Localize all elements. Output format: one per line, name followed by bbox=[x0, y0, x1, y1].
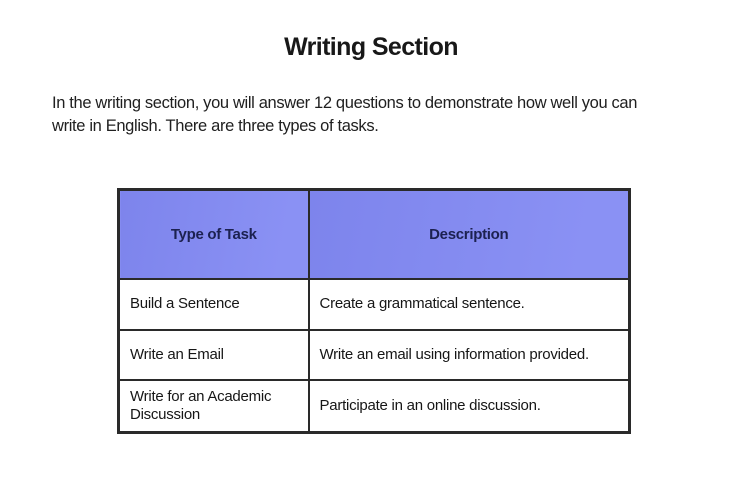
intro-paragraph bbox=[52, 92, 637, 138]
description-cell: Participate in an online discussion. bbox=[309, 380, 630, 433]
task-cell: Write an Email bbox=[119, 330, 309, 380]
description-cell: Write an email using information provided. bbox=[309, 330, 630, 380]
intro-line: In the writing section, you will answer 12 questions to demonstrate how well you can bbox=[52, 94, 638, 112]
task-table bbox=[117, 188, 631, 434]
table-header-row bbox=[119, 190, 630, 279]
description-cell: Create a grammatical sentence. bbox=[309, 279, 630, 330]
table-row bbox=[119, 279, 630, 330]
page-title: Writing Section bbox=[284, 33, 458, 61]
header-cell-type-of-task: Type of Task bbox=[119, 190, 309, 279]
header-cell-description: Description bbox=[309, 190, 630, 279]
table-row bbox=[119, 330, 630, 380]
task-cell: Write for an Academic Discussion bbox=[119, 380, 309, 433]
table-row bbox=[119, 380, 630, 433]
task-cell: Build a Sentence bbox=[119, 279, 309, 330]
intro-line: write in English. There are three types of tasks. bbox=[52, 117, 379, 135]
